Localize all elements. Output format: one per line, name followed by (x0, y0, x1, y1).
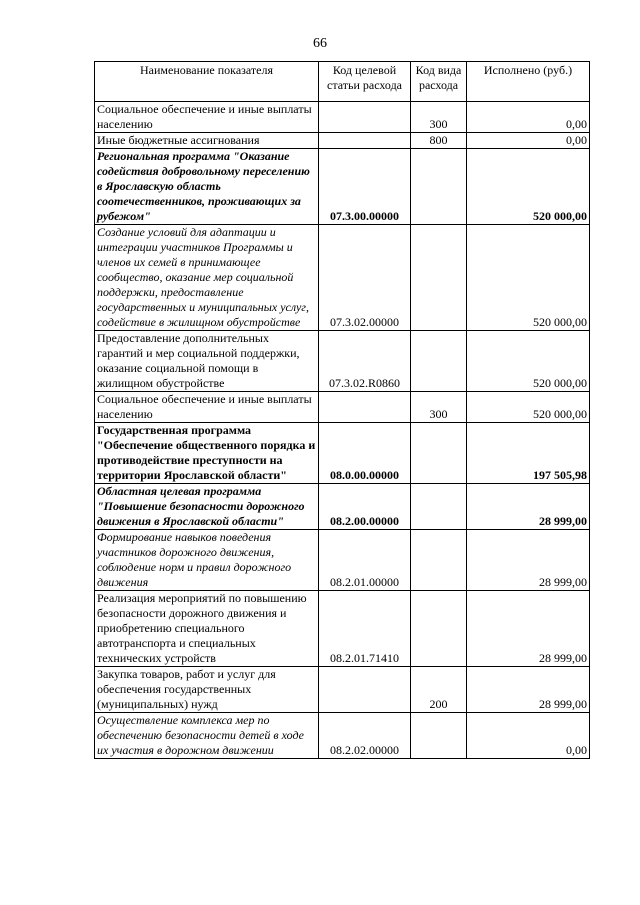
row-code (319, 667, 411, 713)
row-code (319, 102, 411, 133)
header-code: Код целевой статьи расхода (319, 62, 411, 102)
row-amount: 0,00 (467, 713, 590, 759)
row-amount: 0,00 (467, 133, 590, 149)
header-name: Наименование показателя (95, 62, 319, 102)
row-code: 08.2.01.71410 (319, 591, 411, 667)
row-kind: 200 (411, 667, 467, 713)
row-amount: 197 505,98 (467, 423, 590, 484)
row-code (319, 392, 411, 423)
row-name: Иные бюджетные ассигнования (95, 133, 319, 149)
header-amount: Исполнено (руб.) (467, 62, 590, 102)
table-header-row (95, 62, 590, 102)
table-row (95, 133, 590, 149)
page-number: 66 (313, 36, 327, 51)
row-amount: 28 999,00 (467, 667, 590, 713)
row-name: Социальное обеспечение и иные выплаты населению (95, 102, 319, 133)
row-name: Закупка товаров, работ и услуг для обеспечения государственных (муниципальных) нужд (95, 667, 319, 713)
row-name: Региональная программа "Оказание содействия добровольному переселению в Ярославскую область соотечественников, проживающих за рубежом" (95, 149, 319, 225)
row-amount: 0,00 (467, 102, 590, 133)
table-row (95, 530, 590, 591)
row-kind (411, 225, 467, 331)
row-kind: 800 (411, 133, 467, 149)
row-amount: 520 000,00 (467, 149, 590, 225)
header-kind: Код вида расхода (411, 62, 467, 102)
row-code: 08.2.01.00000 (319, 530, 411, 591)
row-kind (411, 484, 467, 530)
row-kind (411, 713, 467, 759)
table-row (95, 713, 590, 759)
row-name: Областная целевая программа "Повышение безопасности дорожного движения в Ярославской области" (95, 484, 319, 530)
row-code: 07.3.00.00000 (319, 149, 411, 225)
row-amount: 520 000,00 (467, 225, 590, 331)
row-name: Осуществление комплекса мер по обеспечению безопасности детей в ходе их участия в дорожном движении (95, 713, 319, 759)
row-kind: 300 (411, 392, 467, 423)
row-code: 07.3.02.R0860 (319, 331, 411, 392)
table-row (95, 423, 590, 484)
row-kind (411, 331, 467, 392)
row-name: Реализация мероприятий по повышению безопасности дорожного движения и приобретению специального автотранспорта и специальных технических устройств (95, 591, 319, 667)
row-name: Формирование навыков поведения участников дорожного движения, соблюдение норм и правил дорожного движения (95, 530, 319, 591)
table-row (95, 102, 590, 133)
table-row (95, 331, 590, 392)
row-code: 08.0.00.00000 (319, 423, 411, 484)
budget-table (94, 61, 590, 759)
row-name: Социальное обеспечение и иные выплаты населению (95, 392, 319, 423)
row-kind (411, 530, 467, 591)
row-amount: 520 000,00 (467, 392, 590, 423)
row-code: 08.2.02.00000 (319, 713, 411, 759)
table-row (95, 667, 590, 713)
row-kind (411, 423, 467, 484)
row-kind (411, 149, 467, 225)
table-row (95, 225, 590, 331)
row-kind: 300 (411, 102, 467, 133)
row-amount: 520 000,00 (467, 331, 590, 392)
row-amount: 28 999,00 (467, 530, 590, 591)
row-name: Государственная программа "Обеспечение общественного порядка и противодействие преступности на территории Ярославской области" (95, 423, 319, 484)
row-kind (411, 591, 467, 667)
row-code: 07.3.02.00000 (319, 225, 411, 331)
row-amount: 28 999,00 (467, 484, 590, 530)
table-row (95, 484, 590, 530)
row-code: 08.2.00.00000 (319, 484, 411, 530)
table-row (95, 591, 590, 667)
row-amount: 28 999,00 (467, 591, 590, 667)
row-name: Создание условий для адаптации и интеграции участников Программы и членов их семей в принимающее сообщество, оказание мер социальной поддержки, предоставление государственных и муниципальных услуг, содействие в жилищном обустройстве (95, 225, 319, 331)
table-row (95, 149, 590, 225)
table-row (95, 392, 590, 423)
row-code (319, 133, 411, 149)
row-name: Предоставление дополнительных гарантий и мер социальной поддержки, оказание социальной помощи в жилищном обустройстве (95, 331, 319, 392)
